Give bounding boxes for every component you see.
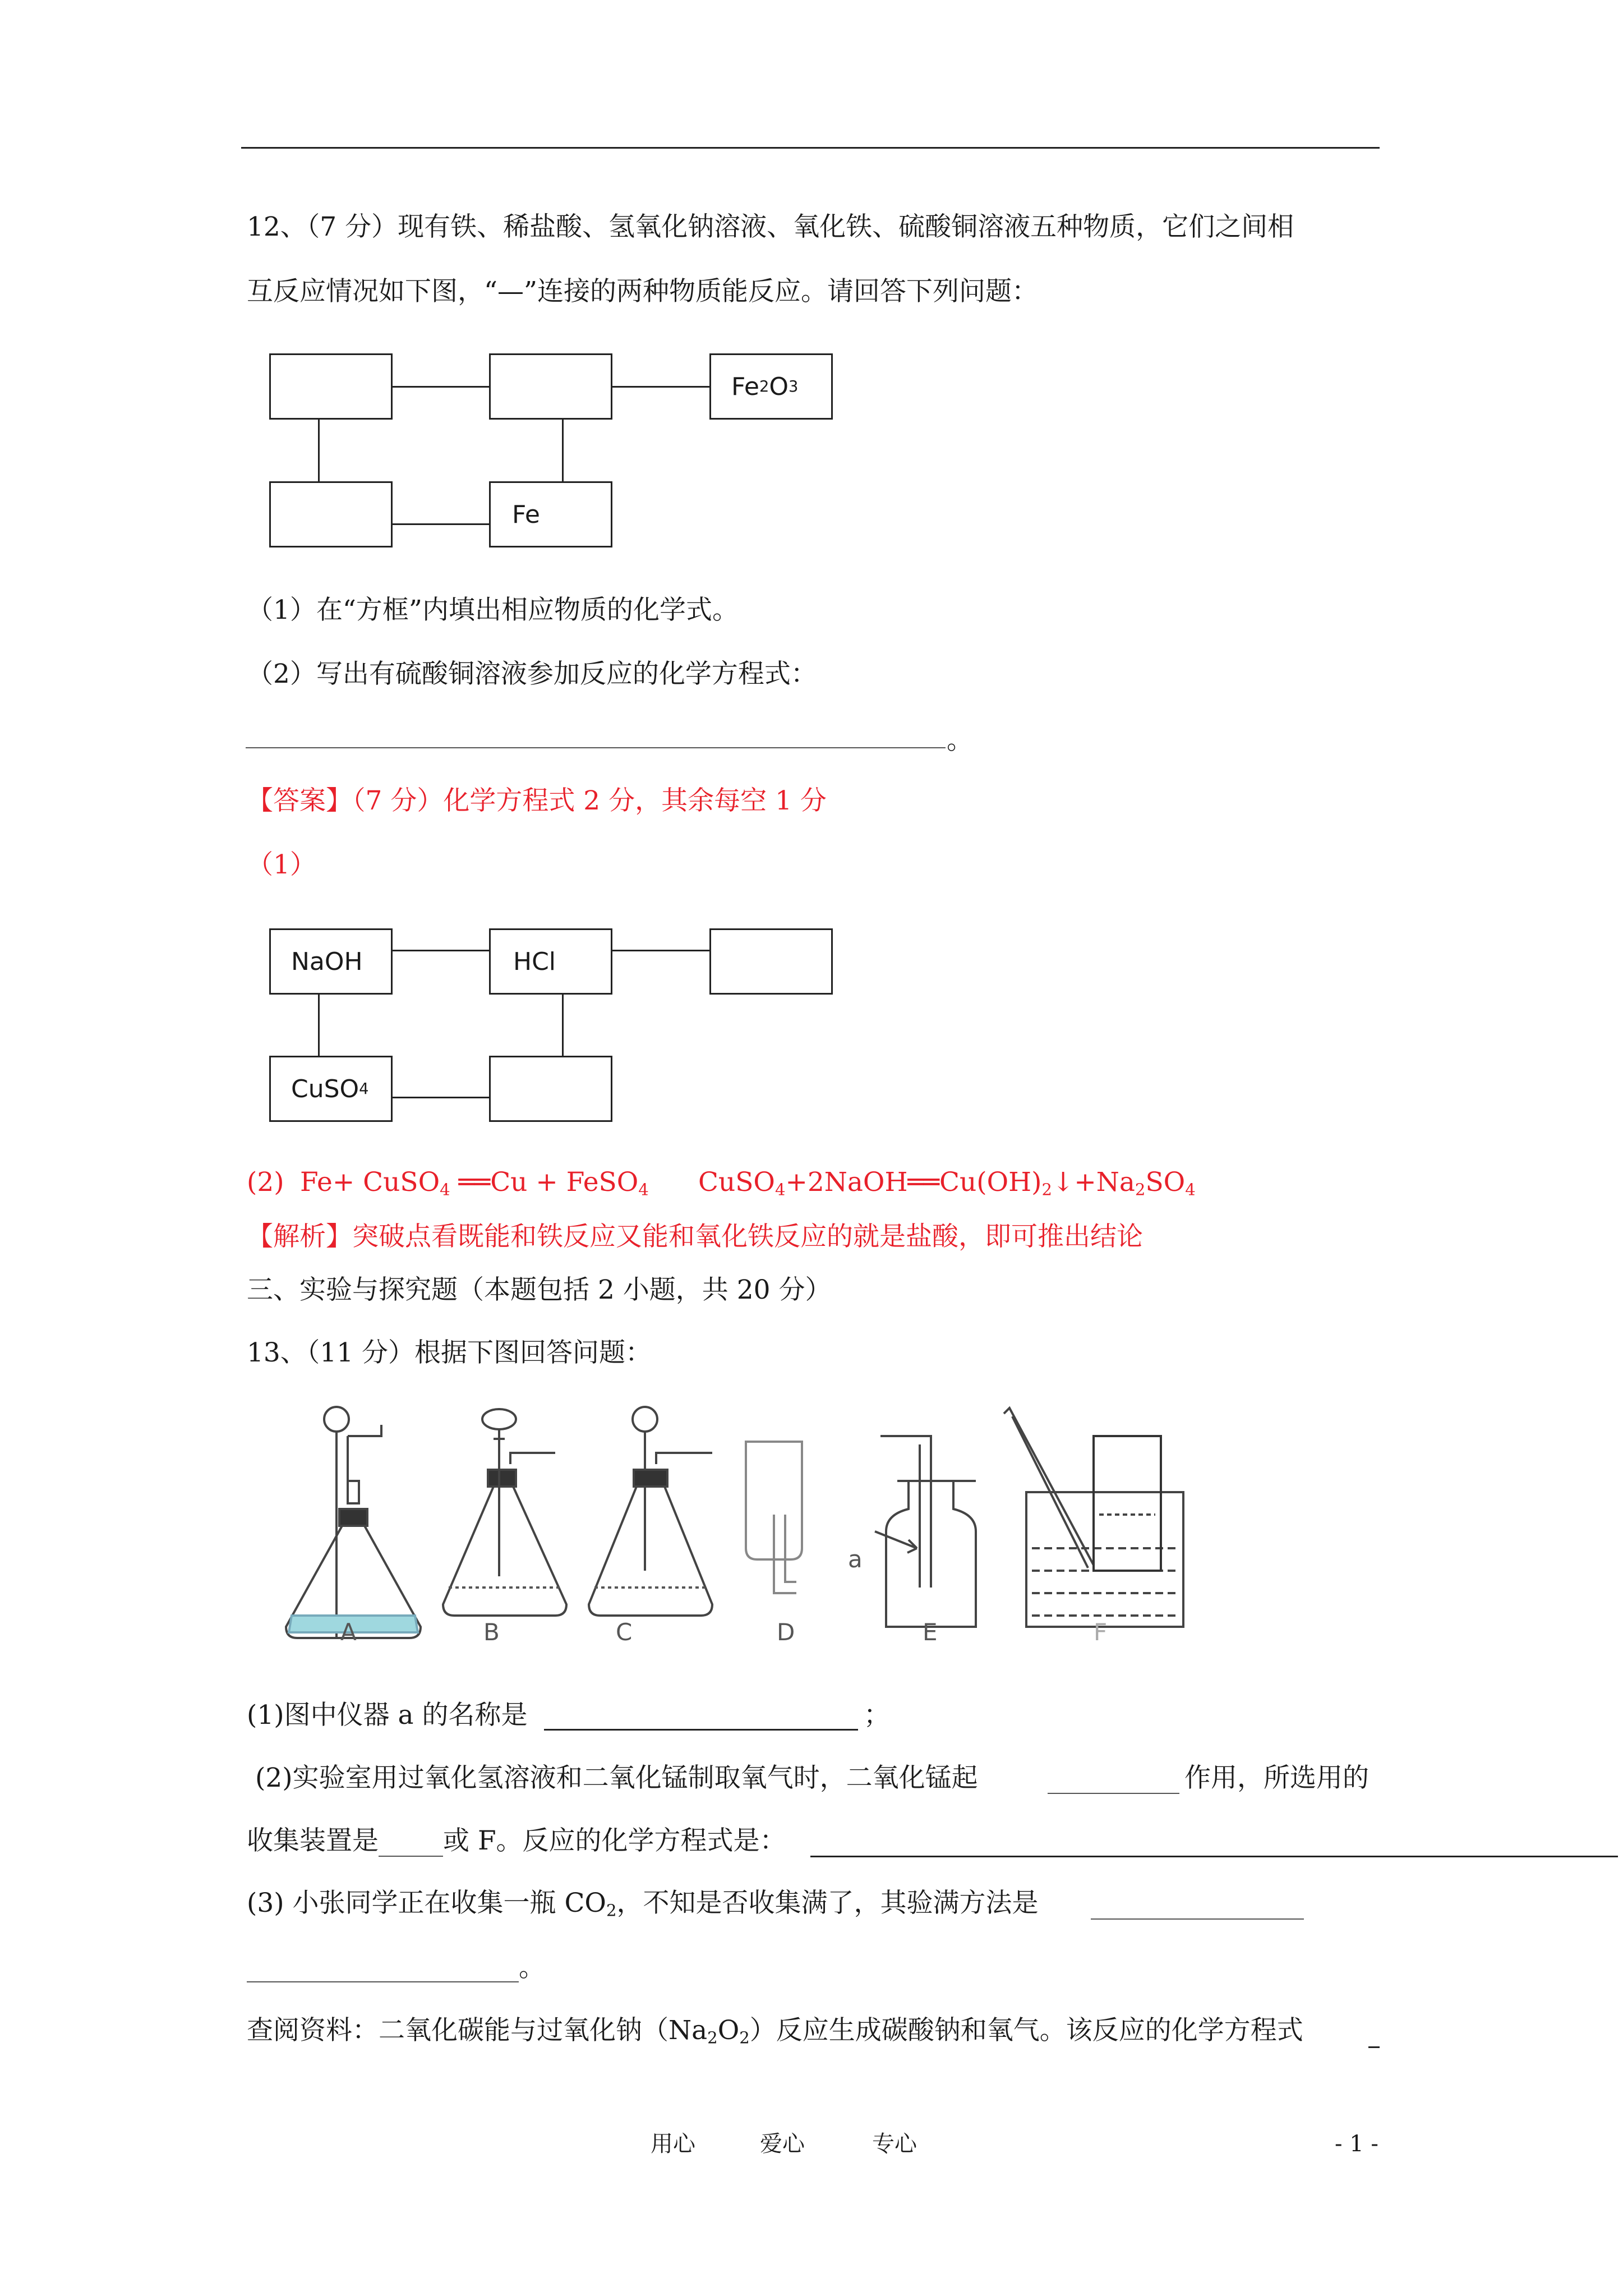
diagram1-box-bottom-left [269, 481, 393, 547]
q13-heading: 13、（11 分）根据下图回答问题： [247, 1337, 652, 1368]
equation-2: $CuSO_4+2NaOH══Cu(OH)_2↓+Na_2SO_4$ [698, 1167, 1196, 1199]
diagram1-box-fe2o3: Fe 2 O 3 [709, 353, 833, 420]
connector [612, 950, 709, 951]
q13-part1-end: ； [864, 1700, 890, 1731]
diagram2-box-top-right [709, 928, 833, 995]
q12-sub1: （1）在“方框”内填出相应物质的化学式。 [247, 595, 739, 625]
apparatus-label-d: D [777, 1618, 795, 1646]
connector [393, 1097, 489, 1098]
answer-blank[interactable] [1368, 2046, 1380, 2048]
q13-part2-b: 作用，所选用的 [1184, 1763, 1369, 1793]
q13-part2-d: 或 F。反应的化学方程式是： [443, 1825, 786, 1856]
connector [393, 386, 489, 388]
q13-part2-a: (2)实验室用过氧化氢溶液和二氧化锰制取氧气时，二氧化锰起 [255, 1763, 978, 1793]
diagram2-box-cuso4: CuSO 4 [269, 1056, 393, 1122]
answer-heading: 【答案】（7 分）化学方程式 2 分，其余每空 1 分 [247, 785, 827, 816]
connector [612, 386, 709, 388]
diagram2-box-hcl: HCl [489, 928, 612, 995]
connector [393, 523, 489, 525]
connector [562, 420, 564, 481]
apparatus-d [746, 1442, 802, 1593]
answer-blank[interactable] [810, 1856, 1618, 1857]
answer-blank[interactable] [379, 1856, 443, 1857]
apparatus-f [1004, 1408, 1183, 1627]
diagram2-box-bottom-mid [489, 1056, 612, 1122]
answer-blank[interactable] [247, 1981, 519, 1982]
apparatus-b [443, 1409, 566, 1616]
q13-reference: 查阅资料：二氧化碳能与过氧化钠$(Na_2O_2)$反应生成碳酸钠和氧气。该反应的化学方程式 [247, 2015, 1303, 2047]
apparatus-label-f: F [1094, 1618, 1108, 1646]
q12-line2: 互反应情况如下图，“—”连接的两种物质能反应。请回答下列问题： [247, 276, 1039, 307]
answer-blank[interactable] [544, 1729, 858, 1731]
diagram1-box-top-left [269, 353, 393, 420]
apparatus-e [875, 1436, 976, 1627]
diagram2-box-naoh: NaOH [269, 928, 393, 995]
footer-right: 专心 [872, 2131, 917, 2157]
answer-blank[interactable] [246, 747, 946, 748]
apparatus-a [286, 1407, 421, 1638]
equation-label: (2) [247, 1167, 284, 1198]
answer-part1: （1） [247, 849, 316, 880]
connector [318, 420, 320, 481]
q13-part2-c: 收集装置是 [247, 1825, 379, 1856]
apparatus-c [589, 1407, 712, 1616]
answer-blank[interactable] [1091, 1918, 1304, 1920]
q13-part3-end: 。 [519, 1952, 545, 1983]
q13-part1: (1)图中仪器 a 的名称是 [247, 1700, 528, 1731]
answer-blank[interactable] [1048, 1793, 1179, 1794]
apparatus-label-e: E [923, 1618, 938, 1646]
connector [318, 995, 320, 1056]
period: 。 [947, 725, 973, 756]
apparatus-label-c: C [616, 1618, 633, 1646]
q12-line1: 12、（7 分）现有铁、稀盐酸、氢氧化钠溶液、氧化铁、硫酸铜溶液五种物质，它们之间相 [247, 211, 1294, 242]
connector [393, 950, 489, 951]
lab-apparatus-figure [269, 1402, 1223, 1660]
header-rule [241, 147, 1380, 149]
q13-part3: (3) 小张同学正在收集一瓶 $CO_2$，不知是否收集满了，其验满方法是 [247, 1888, 1039, 1920]
section-3-title: 三、实验与探究题（本题包括 2 小题，共 20 分） [247, 1274, 832, 1305]
page-number: - 1 - [1335, 2131, 1378, 2157]
diagram1-box-fe: Fe [489, 481, 612, 547]
analysis: 【解析】突破点看既能和铁反应又能和氧化铁反应的就是盐酸，即可推出结论 [247, 1221, 1143, 1252]
q12-sub2: （2）写出有硫酸铜溶液参加反应的化学方程式： [247, 659, 817, 689]
footer-left: 用心 [651, 2131, 695, 2157]
diagram1-box-top-mid [489, 353, 612, 420]
apparatus-label-b: B [483, 1618, 500, 1646]
equation-1: Fe+ CuSO$_4$ ══Cu + FeSO$_4$ [300, 1167, 649, 1199]
label-a-pointer: a [848, 1545, 863, 1573]
footer-mid: 爱心 [760, 2131, 805, 2157]
connector [562, 995, 564, 1056]
apparatus-label-a: A [340, 1618, 357, 1646]
